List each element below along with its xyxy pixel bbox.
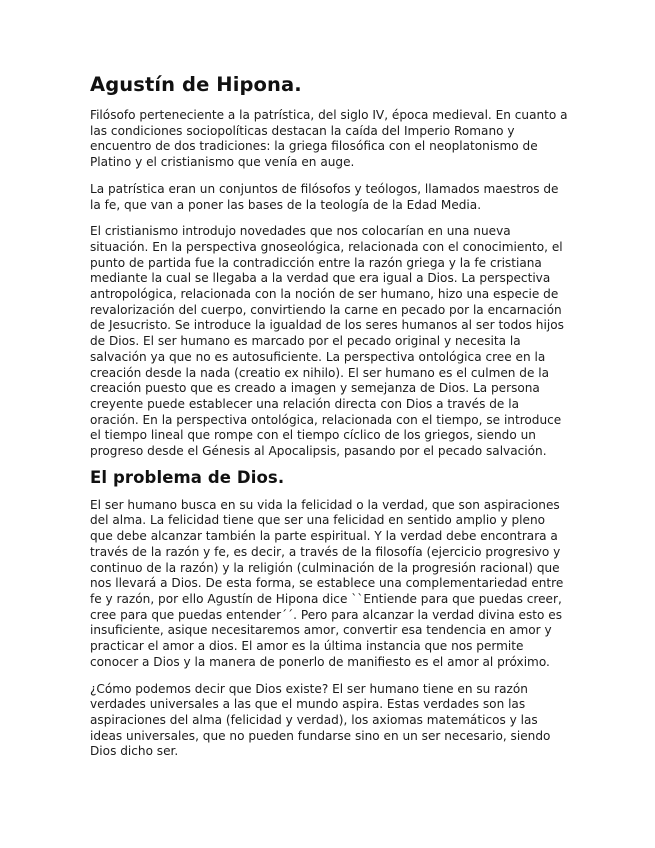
paragraph-intro-1: Filósofo perteneciente a la patrística, del siglo IV, época medieval. En cuanto a las condiciones sociopolíticas destacan la caída del Imperio Romano y encuentro de dos tradiciones: la griega filosófica con el neoplatonismo de Platino y el cristianismo que venía en auge. <box>90 108 568 170</box>
document-title: Agustín de Hipona. <box>90 73 302 96</box>
paragraph-section-1: El ser humano busca en su vida la felicidad o la verdad, que son aspiraciones del alma. La felicidad tiene que ser una felicidad en sentido amplio y pleno que debe alcanzar también la parte espiritual. Y la verdad debe encontrara a través de la razón y fe, es decir, a través de la filosofía (ejercicio progresivo y continuo de la razón) y la religión (culminación de la progresión racional) que nos llevará a Dios. De esta forma, se establece una complementariedad entre fe y razón, por ello Agustín de Hipona dice ``Entiende para que puedas creer, cree para que puedas entender´´. Pero para alcanzar la verdad divina esto es insuficiente, asique necesitaremos amor, convertir esa tendencia en amor y practicar el amor a dios. El amor es la última instancia que nos permite conocer a Dios y la manera de ponerlo de manifiesto es el amor al próximo. <box>90 497 564 669</box>
paragraph-intro-2: La patrística eran un conjuntos de filósofos y teólogos, llamados maestros de la fe, que van a poner las bases de la teología de la Edad Media. <box>90 181 559 212</box>
document-page <box>90 72 568 771</box>
paragraph-intro-3: El cristianismo introdujo novedades que nos colocarían en una nueva situación. En la perspectiva gnoseológica, relacionada con el conocimiento, el punto de partida fue la contradicción entre la razón griega y la fe cristiana mediante la cual se llegaba a la verdad que era igual a Dios. La perspectiva antropológica, relacionada con la noción de ser humano, hizo una especie de revalorización del cuerpo, convirtiendo la carne en pecado por la encarnación de Jesucristo. Se introduce la igualdad de los seres humanos al ser todos hijos de Dios. El ser humano es marcado por el pecado original y necesita la salvación ya que no es autosuficiente. La perspectiva ontológica cree en la creación desde la nada (creatio ex nihilo). El ser humano es el culmen de la creación puesto que es creado a imagen y semejanza de Dios. La persona creyente puede establecer una relación directa con Dios a través de la oración. En la perspectiva ontológica, relacionada con el tiempo, se introduce el tiempo lineal que rompe con el tiempo cíclico de los griegos, siendo un progreso desde el Génesis al Apocalipsis, pasando por el pecado salvación. <box>90 224 564 459</box>
paragraph-section-2: ¿Cómo podemos decir que Dios existe? El ser humano tiene en su razón verdades universales a las que el mundo aspira. Estas verdades son las aspiraciones del alma (felicidad y verdad), los axiomas matemáticos y las ideas universales, que no pueden fundarse sino en un ser necesario, siendo Dios dicho ser. <box>90 681 551 759</box>
section-title: El problema de Dios. <box>90 467 285 487</box>
